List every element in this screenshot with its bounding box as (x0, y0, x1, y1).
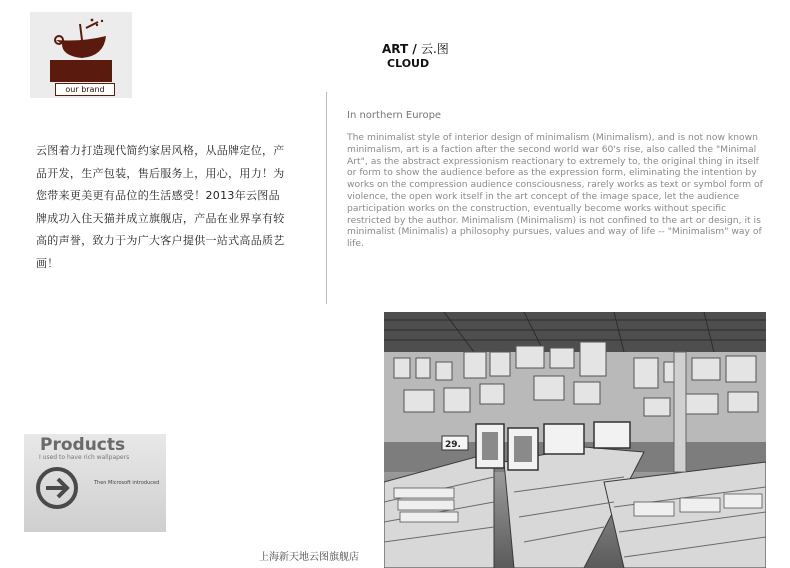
bowl-icon (52, 18, 112, 60)
products-subtitle: I used to have rich wallpapers (39, 454, 130, 461)
store-photo (384, 312, 766, 568)
logo-bar (50, 60, 112, 82)
title-cn: 云.图 (420, 42, 449, 56)
section-title (382, 40, 449, 57)
title-separator: / (408, 42, 421, 56)
english-heading: In northern Europe (347, 110, 442, 121)
products-note: Then Microsoft introduced (94, 480, 160, 486)
brand-logo (30, 12, 132, 98)
price-tag: 29. (445, 440, 461, 450)
brand-intro-cn: 云图着力打造现代简约家居风格，从品牌定位，产品开发，生产包装，售后服务上，用心，用力！为您带来更美更有品位的生活感受！2013年云图品牌成功入住天猫并成立旗舰店，产品在业界享有较高的声誉，致力于为广大客户提供一站式高品质艺画！ (36, 144, 285, 270)
divider (326, 92, 327, 304)
section-subtitle: CLOUD (387, 57, 430, 70)
title-en: ART (382, 42, 409, 56)
products-title: Products (40, 435, 126, 455)
english-body: The minimalist style of interior design of minimalism (Minimalism), and is not now known minimalism, art is a faction after the second world war 60's rise, also called the "Minimal Art", as the abstract expressionism reactionary to extremely to, the original thing in itself or form to show the audience before as the expression form, eliminating the intention by works on the compression audience consciousness, rarely works as text or symbol form of violence, the open work itself in the art concept of the image space, let the audience participation works on the construction, eventually become works without specific restricted by the author. Minimalism (Minimalism) is not confined to the art or design, it is minimalist (Minimalis) a philosophy pursues, values and way of life -- "Minimalism" way of life. (347, 132, 763, 250)
products-banner[interactable] (24, 434, 166, 532)
arrow-right-circle-icon[interactable] (34, 465, 80, 511)
logo-label: our brand (55, 83, 115, 96)
store-caption: 上海新天地云图旗舰店 (259, 552, 359, 563)
